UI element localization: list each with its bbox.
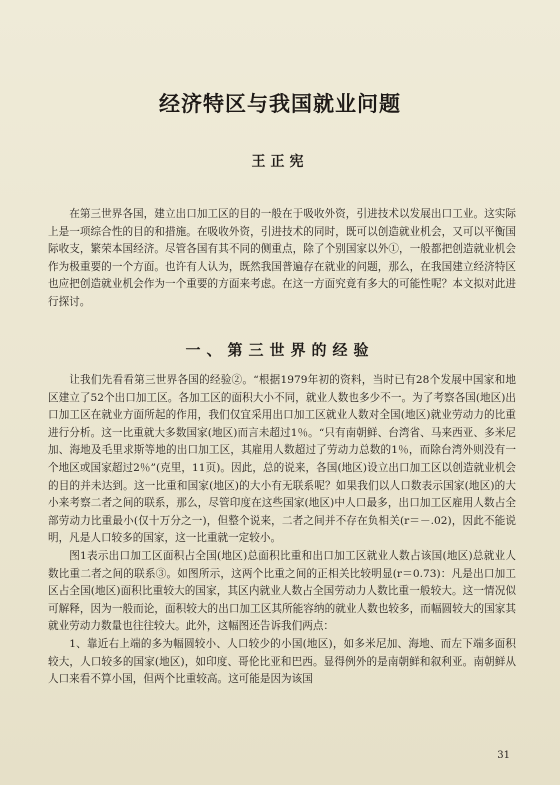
section-heading: 一、第三世界的经验 [185, 341, 375, 359]
body-paragraph: 1、靠近右上端的多为幅圆较小、人口较少的小国(地区)，如多米尼加、海地、而左下端多面积较大，人口较多的国家(地区)，如印度、哥伦比亚和巴西。显得例外的是南朝鲜和叙利亚。南朝鲜从人口来看不算小国，但两个比重较高。这可能是因为该国 [48, 637, 516, 686]
intro-paragraph: 在第三世界各国，建立出口加工区的目的一般在于吸收外资，引进技术以发展出口工业。这实际上是一项综合性的目的和措施。在吸收外资，引进技术的同时，既可以创造就业机会，又可以平衡国际收支，繁荣本国经济。尽管各国有其不同的侧重点，除了个别国家以外①，一般都把创造就业机会作为极重要的一个方面。也许有人认为，既然我国普遍存在就业的问题，那么，在我国建立经济特区也应把创造就业机会作为一个重要的方面来考虑。在这一方面究竟有多大的可能性呢？本文拟对此进行探讨。 [48, 208, 516, 308]
page-number: 31 [497, 750, 510, 761]
body-paragraph: 图1表示出口加工区面积占全国(地区)总面积比重和出口加工区就业人数占该国(地区)总就业人数比重二者之间的联系③。如图所示，这两个比重之间的正相关比较明显(r＝0.73)：凡是出口加工区占全国(地区)面积比重较大的国家，其区内就业人数占全国劳动力人数比重一般较大。这一情况似可解释，因为一般而论，面积较大的出口加工区其所能容纳的就业人数也较多，而幅圆较大的国家其就业劳动力数量也往往较大。此外，这幅图还告诉我们两点： [48, 549, 516, 633]
body-paragraph: 让我们先看看第三世界各国的经验②。“根据1979年初的资料，当时已有28个发展中国家和地区建立了52个出口加工区。各加工区的面积大小不同，就业人数也多少不一。为了考察各国(地区)出口加工区在就业方面所起的作用，我们仅宜采用出口加工区就业人数对全国(地区)就业劳动力的比重进行分析。这一比重就大多数国家(地区)而言未超过1％。“只有南朝鲜、台湾省、马来西亚、多米尼加、海地及毛里求斯等地的出口加工区，其雇用人数超过了劳动力总数的1％，而除台湾外则没有一个地区或国家超过2％”(克里，11页)。因此，总的说来，各国(地区)设立出口加工区以创造就业机会的目的并未达到。这一比重和国家(地区)的大小有无联系呢？如果我们以人口数表示国家(地区)的大小来考察二者之间的联系，那么，尽管印度在这些国家(地区)中人口最多，出口加工区雇用人数占全部劳动力比重最小(仅十万分之一)，但整个说来，二者之间并不存在负相关(r＝－.02)，因此不能说明，凡是人口较多的国家，这一比重就一定较小。 [48, 374, 516, 545]
article-title: 经济特区与我国就业问题 [159, 91, 401, 116]
article-author: 王正宪 [251, 154, 309, 170]
intro-section [48, 206, 516, 312]
section-body [48, 372, 516, 689]
